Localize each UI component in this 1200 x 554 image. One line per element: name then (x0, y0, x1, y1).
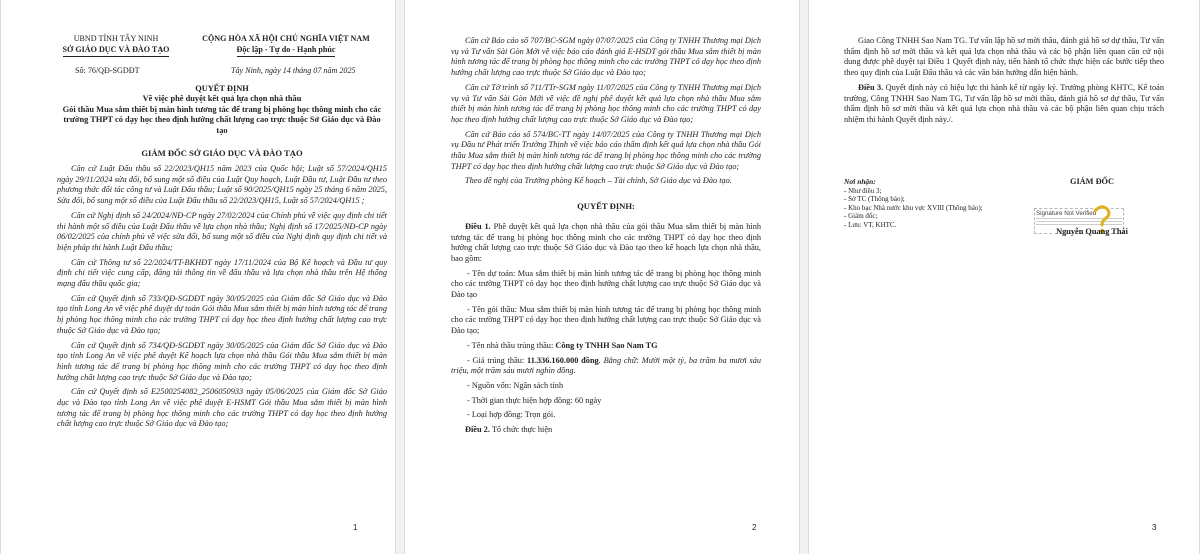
price-label: - Giá trúng thầu: (467, 355, 527, 365)
item-winner (451, 341, 761, 352)
recipients-list (844, 178, 1014, 230)
implementation-paragraph: Giao Công TNHH Sao Nam TG. Tư vấn lập hồ sơ mời thầu, đánh giá hồ sơ dự thầu, Tư vấn thẩm định hồ sơ mời thầu và kết quả lựa chọn nhà thầu và các bộ phận liên quan căn cứ nội dung được phê duyệt tại Điều 1 Quyết định này, tiến hành tổ chức thực hiện các bước tiếp theo theo quy định của Luật Đấu thầu và các văn bản hướng dẫn hiện hành. (844, 36, 1164, 78)
winner-name: Công ty TNHH Sao Nam TG (555, 340, 658, 350)
recipient-item: - Sở TC (Thông báo); (844, 195, 905, 204)
article-1-label: Điều 1. (465, 221, 491, 231)
motto-text: Độc lập - Tự do - Hạnh phúc (237, 45, 336, 58)
agency-department: SỞ GIÁO DỤC VÀ ĐÀO TẠO (63, 45, 170, 58)
page-number: 2 (752, 523, 757, 532)
page-number: 1 (353, 523, 358, 532)
agency-province: UBND TỈNH TÂY NINH (73, 34, 159, 43)
item-package-name: - Tên gói thầu: Mua sắm thiết bị màn hình tương tác để trang bị phòng học thông minh cho các trường THPT có dạy học theo định hướng chất lượng cao trực thuộc Sở Giáo dục và Đào tạo; (451, 304, 761, 336)
authority-heading: GIÁM ĐỐC SỞ GIÁO DỤC VÀ ĐÀO TẠO (141, 148, 303, 158)
article-2 (451, 425, 761, 436)
proposal-paragraph: Theo đề nghị của Trưởng phòng Kế hoạch – Tài chính, Sở Giáo dục và Đào tạo. (465, 176, 732, 186)
article-2-label: Điều 2. (465, 425, 490, 435)
decision-package-name: Gói thầu Mua sắm thiết bị màn hình tương tác để trang bị phòng học thông minh cho các trường THPT có dạy học theo định hướng chất lượng cao trực thuộc Sở Giáo dục và Đào tạo (62, 104, 382, 135)
signer-title: GIÁM ĐỐC (1069, 177, 1115, 186)
item-price (451, 356, 761, 377)
issuing-agency (55, 34, 177, 57)
item-contract-type: - Loại hợp đồng: Trọn gói. (467, 410, 556, 420)
item-duration: - Thời gian thực hiện hợp đồng: 60 ngày (467, 395, 602, 405)
recipient-item: - Kho bạc Nhà nước khu vực XVIII (Thông báo); (844, 203, 983, 212)
page-number: 3 (1152, 523, 1157, 532)
decision-heading: QUYẾT ĐỊNH (195, 84, 249, 93)
decision-subject: Về việc phê duyệt kết quả lựa chọn nhà thầu (142, 94, 302, 104)
recipient-item: - Như điều 3; (844, 186, 882, 195)
article-3-text: Quyết định này có hiệu lực thi hành kể từ ngày ký. Trưởng phòng KHTC, Kế toán trường, Công TNHH Sao Nam TG, Tư vấn lập hồ sơ mời thầu, đánh giá hồ sơ dự thầu, Tư vấn thẩm định hồ sơ mời thầu và kết quả lựa chọn nhà thầu và các bộ phận liên quan chịu trách nhiệm thi hành Quyết định này./. (844, 82, 1164, 124)
signer-name: Nguyễn Quang Thái (1056, 227, 1128, 236)
page-2-body (451, 36, 761, 440)
signer-area (1020, 177, 1164, 236)
article-1-text: Phê duyệt kết quả lựa chọn nhà thầu của gói thầu Mua sắm thiết bị màn hình tương tác để trang bị phòng học thông minh cho các trường THPT có dạy học theo định hướng chất lượng cao trực thuộc Sở Giáo dục và Đào tạo theo kế hoạch lựa chọn nhà thầu, bao gồm: (451, 221, 761, 263)
recipient-item: - Giám đốc; (844, 212, 878, 221)
national-name: CỘNG HÒA XÃ HỘI CHỦ NGHĨA VIỆT NAM (202, 34, 370, 43)
legal-basis-paragraph: Căn cứ Quyết định số 733/QĐ-SGDĐT ngày 30/05/2025 của Giám đốc Sở Giáo dục và Đào tạo tỉnh Long An về việc phê duyệt dự toán Gói thầu Mua sắm thiết bị màn hình tương tác để trang bị phòng học thông minh cho các trường THPT có dạy học theo định hướng chất lượng cao trực thuộc Sở Giáo dục và Đào tạo; (57, 293, 387, 335)
legal-basis-paragraph: Căn cứ Quyết định số 734/QĐ-SGDĐT ngày 30/05/2025 của Giám đốc Sở Giáo dục và Đào tạo tỉnh Long An về việc phê duyệt Kế hoạch lựa chọn nhà thầu Gói thầu Mua sắm thiết bị màn hình tương tác để trang bị phòng học thông minh cho các trường THPT có dạy học theo định hướng chất lượng cao trực thuộc Sở Giáo dục và Đào tạo; (57, 340, 387, 382)
legal-basis-paragraph: Căn cứ Báo cáo số 707/BC-SGM ngày 07/07/2025 của Công ty TNHH Thương mại Dịch vụ và Tư vấn Sài Gòn Mới về việc báo cáo đánh giá E-HSDT gói thầu Mua sắm thiết bị màn hình tương tác để trang bị phòng học thông minh cho các trường THPT có dạy học theo định hướng chất lượng cao trực thuộc Sở Giáo dục và Đào tạo; (451, 36, 761, 78)
legal-basis-paragraph: Căn cứ Báo cáo số 574/BC-TT ngày 14/07/2025 của Công ty TNHH Thương mại Dịch vụ Đầu tư Phát triển Trường Thịnh về việc báo cáo thẩm định kết quả lựa chọn nhà thầu Gói thầu Mua sắm thiết bị màn hình tương tác để trang bị phòng học thông minh cho các trường THPT có dạy học theo định hướng chất lượng cao trực thuộc Sở Giáo dục và Đào tạo; (451, 129, 761, 171)
recipient-item: - Lưu: VT, KHTC. (844, 220, 897, 229)
legal-basis-paragraph: Căn cứ Tờ trình số 711/TTr-SGM ngày 11/07/2025 của Công ty TNHH Thương mại Dịch vụ và Tư vấn Sài Gòn Mới về việc đề nghị phê duyệt kết quả lựa chọn nhà thầu Mua sắm thiết bị màn hình tương tác để trang bị phòng học thông minh cho các trường THPT có dạy học theo định hướng chất lượng cao trực thuộc Sở Giáo dục và Đào tạo; (451, 82, 761, 124)
page-3-body (844, 36, 1164, 130)
document-page-1 (0, 0, 396, 554)
article-3-label: Điều 3. (858, 82, 884, 92)
document-number: Số: 76/QĐ-SGDĐT (75, 66, 140, 75)
decision-title-block (57, 84, 387, 136)
legal-basis-paragraph: Căn cứ Nghị định số 24/2024/NĐ-CP ngày 27/02/2024 của Chính phủ về việc quy định chi tiết thi hành một số điều của Luật Đấu thầu về lựa chọn nhà thầu; Nghị định số 17/2025/NĐ-CP ngày 06/02/2025 của chính phủ về việc sửa đổi, bổ sung một số điều của Nghị định quy định chi tiết và biện pháp thi hành Luật Đấu thầu; (57, 210, 387, 252)
legal-basis-paragraph: Căn cứ Thông tư số 22/2024/TT-BKHĐT ngày 17/11/2024 của Bộ Kế hoạch và Đầu tư quy định chi tiết việc cung cấp, đăng tải thông tin về đấu thầu và lựa chọn nhà thầu trên Hệ thống mạng đấu thầu quốc gia; (57, 257, 387, 289)
price-in-words: . Bằng chữ: Mười một tỷ, ba trăm ba mươi sáu triệu, một trăm sáu mươi nghìn đồng. (451, 355, 762, 376)
recipients-title: Nơi nhận: (844, 177, 876, 186)
price-value: 11.336.160.000 đồng (527, 355, 599, 365)
legal-basis-list (57, 164, 387, 434)
item-funding: - Nguồn vốn: Ngân sách tỉnh (467, 380, 564, 390)
winner-label: - Tên nhà thầu trúng thầu: (467, 340, 556, 350)
article-2-text: Tổ chức thực hiện (489, 425, 553, 435)
article-1 (451, 222, 761, 265)
article-3 (844, 83, 1164, 126)
legal-basis-paragraph: Căn cứ Luật Đấu thầu số 22/2023/QH15 năm 2023 của Quốc hội; Luật số 57/2024/QH15 ngày 29/11/2024 sửa đổi, bổ sung một số điều của Luật Quy hoạch, Luật Đầu tư, Luật Đầu tư theo phương thức đối tác công tư và Luật Đấu thầu; Luật số 90/2025/QH15 ngày 25 tháng 6 năm 2025, Sửa đổi, bổ sung một số điều của Luật Đấu thầu số 22/2023/QH15, Luật số 57/2024/QH15 ; (57, 164, 387, 206)
legal-basis-paragraph: Căn cứ Quyết định số E2500254082_2506050933 ngày 05/06/2025 của Giám đốc Sở Giáo dục và Đào tạo tỉnh Long An về việc phê duyệt E-HSMT Gói thầu Mua sắm thiết bị màn hình tương tác để trang bị phòng học thông minh cho các trường THPT có dạy học theo định hướng chất lượng cao trực thuộc Sở Giáo dục và Đào tạo; (57, 387, 387, 429)
decides-heading: QUYẾT ĐỊNH: (577, 201, 635, 212)
document-date: Tây Ninh, ngày 14 tháng 07 năm 2025 (231, 66, 356, 75)
signature-status: Signature Not Verified (1036, 210, 1097, 217)
item-project-name: - Tên dự toán: Mua sắm thiết bị màn hình tương tác để trang bị phòng học thông minh cho các trường THPT có dạy học theo định hướng chất lượng cao trực thuộc Sở Giáo dục và Đào tạo (451, 268, 761, 300)
national-motto (187, 34, 385, 57)
